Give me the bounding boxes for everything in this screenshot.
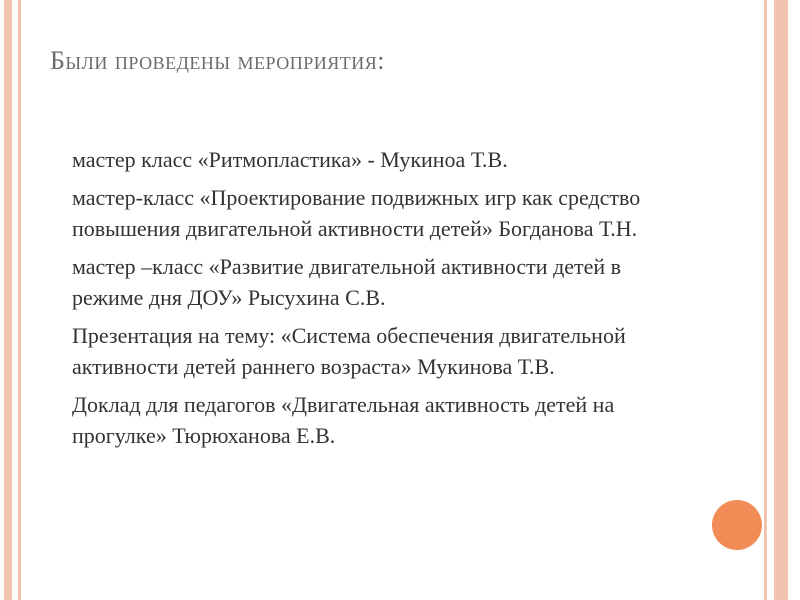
list-item [44, 182, 694, 244]
list-item [44, 320, 694, 382]
slide-title: Были проведены мероприятия: [50, 46, 386, 75]
list-item-text: мастер –класс «Развитие двигательной активности детей в режиме дня ДОУ» Рысухина С.В. [72, 254, 622, 310]
list-item [44, 389, 694, 451]
list-item [44, 144, 694, 175]
list-item-text: мастер-класс «Проектирование подвижных игр как средство повышения двигательной активности детей» Богданова Т.Н. [72, 185, 641, 241]
left-border-inner [18, 0, 21, 600]
list-item-text: Доклад для педагогов «Двигательная активность детей на прогулке» Тюрюханова Е.В. [72, 392, 615, 448]
left-border-outer [4, 0, 12, 600]
bullet-list [44, 144, 694, 458]
list-item-text: мастер класс «Ритмопластика» - Мукиноа Т.В. [72, 147, 508, 172]
right-border-outer [774, 0, 788, 600]
list-item-text: Презентация на тему: «Система обеспечения двигательной активности детей раннего возраста» Мукинова Т.В. [72, 323, 626, 379]
right-border-inner [764, 0, 767, 600]
decorative-circle-icon [712, 500, 762, 550]
list-item [44, 251, 694, 313]
